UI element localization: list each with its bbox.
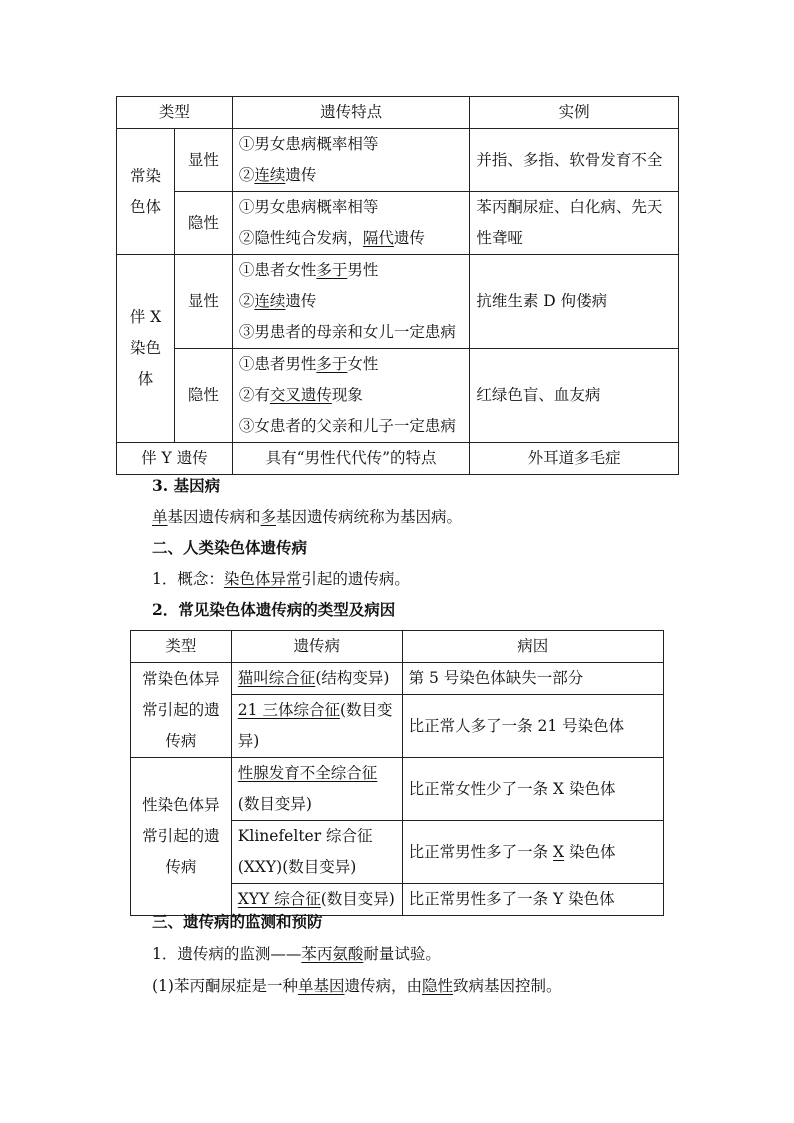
disease-turner: 性腺发育不全综合征 (数目变异) (231, 758, 402, 821)
cause-klinefelter: 比正常男性多了一条 X 染色体 (402, 821, 663, 884)
xlinked-dominant-label: 显性 (174, 255, 232, 349)
header-type: 类型 (117, 97, 233, 129)
autosomal-dominant-features: ①男女患病概率相等 ②连续遗传 (232, 129, 470, 192)
autosomal-recessive-features: ①男女患病概率相等 ②隐性纯合发病，隔代遗传 (232, 192, 470, 255)
cause-xyy: 比正常男性多了一条 Y 染色体 (402, 884, 663, 916)
disease-xyy: XYY 综合征(数目变异) (231, 884, 402, 916)
genetic-disease-table (116, 96, 679, 475)
item-monitoring: 1．遗传病的监测——苯丙氨酸耐量试验。 (152, 945, 441, 963)
t2-header-disease: 遗传病 (231, 631, 402, 663)
xlinked-label: 伴 X 染色 体 (117, 255, 175, 443)
t2-autosomal-label: 常染色体异 常引起的遗 传病 (131, 663, 232, 758)
t2-sex-label: 性染色体异 常引起的遗 传病 (131, 758, 232, 916)
cause-turner: 比正常女性少了一条 X 染色体 (402, 758, 663, 821)
ylinked-example: 外耳道多毛症 (470, 443, 679, 475)
section-chromosome-disease: 二、人类染色体遗传病 (152, 538, 308, 557)
cause-trisomy-21: 比正常人多了一条 21 号染色体 (402, 695, 663, 758)
heading-gene-disease: 3. 基因病 (152, 476, 221, 495)
paragraph-gene-disease: 单基因遗传病和多基因遗传病统称为基因病。 (152, 508, 463, 526)
disease-cri-du-chat: 猫叫综合征(结构变异) (231, 663, 402, 695)
disease-klinefelter: Klinefelter 综合征 (XXY)(数目变异) (231, 821, 402, 884)
item-common-types: 2．常见染色体遗传病的类型及病因 (152, 600, 396, 619)
autosomal-dominant-label: 显性 (174, 129, 232, 192)
autosomal-recessive-label: 隐性 (174, 192, 232, 255)
xlinked-recessive-example: 红绿色盲、血友病 (470, 349, 679, 443)
cause-cri-du-chat: 第 5 号染色体缺失一部分 (402, 663, 663, 695)
autosomal-dominant-example: 并指、多指、软骨发育不全 (470, 129, 679, 192)
header-feature: 遗传特点 (232, 97, 470, 129)
item-pku: (1)苯丙酮尿症是一种单基因遗传病，由隐性致病基因控制。 (152, 977, 562, 995)
ylinked-feature: 具有“男性代代传”的特点 (232, 443, 470, 475)
xlinked-dominant-example: 抗维生素 D 佝偻病 (470, 255, 679, 349)
t2-header-cause: 病因 (402, 631, 663, 663)
xlinked-recessive-label: 隐性 (174, 349, 232, 443)
header-example: 实例 (470, 97, 679, 129)
xlinked-dominant-features: ①患者女性多于男性 ②连续遗传 ③男患者的母亲和女儿一定患病 (232, 255, 470, 349)
autosomal-recessive-example: 苯丙酮尿症、白化病、先天 性聋哑 (470, 192, 679, 255)
chromosome-disease-table (130, 630, 664, 916)
section-monitoring: 三、遗传病的监测和预防 (152, 912, 323, 931)
item-concept: 1．概念：染色体异常引起的遗传病。 (152, 570, 410, 588)
t2-header-type: 类型 (131, 631, 232, 663)
xlinked-recessive-features: ①患者男性多于女性 ②有交叉遗传现象 ③女患者的父亲和儿子一定患病 (232, 349, 470, 443)
disease-trisomy-21: 21 三体综合征(数目变 异) (231, 695, 402, 758)
ylinked-label: 伴 Y 遗传 (117, 443, 233, 475)
autosomal-label: 常染 色体 (117, 129, 175, 255)
